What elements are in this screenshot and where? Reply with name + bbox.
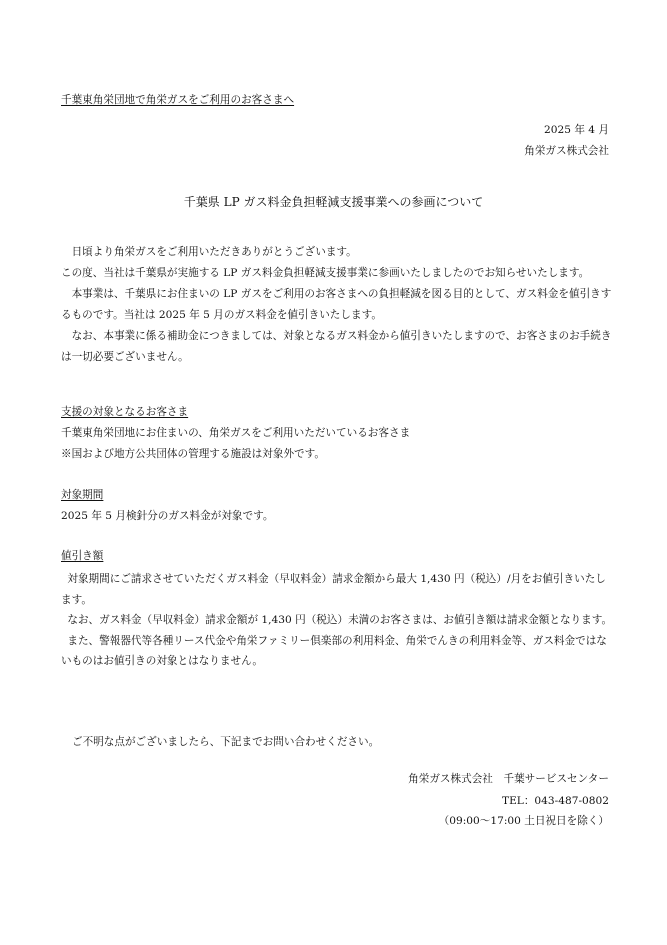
discount-paragraph: なお、ガス料金（早収料金）請求金額が 1,430 円（税込）未満のお客さまは、お値引き額は請求金額となります。	[67, 614, 613, 627]
discount-paragraph: 対象期間にご請求させていただくガス料金（早収料金）請求金額から最大 1,430 円（税込）/月をお値引きいたします。	[61, 573, 606, 606]
target-note: ※国および地方公共団体の管理する施設は対象外です。	[61, 448, 325, 460]
intro-paragraph: なお、本事業に係る補助金につきましては、対象となるガス料金から値引きいたしますので、お客さまのお手続きは一切必要ございません。	[61, 330, 612, 363]
issuer-company: 角栄ガス株式会社	[524, 145, 609, 157]
target-line: 千葉東角栄団地にお住まいの、角栄ガスをご利用いただいているお客さま	[61, 427, 411, 439]
intro-paragraph: この度、当社は千葉県が実施する LP ガス料金負担軽減支援事業に参画いたしましたのでお知らせいたします。	[61, 267, 590, 279]
period-line: 2025 年 5 月検針分のガス料金が対象です。	[61, 510, 274, 522]
recipient-line: 千葉東角栄団地で角栄ガスをご利用のお客さまへ	[61, 94, 295, 106]
contact-tel: TEL：043-487-0802	[502, 795, 609, 807]
intro-text	[61, 242, 613, 368]
issue-date: 2025 年 4 月	[544, 124, 609, 136]
discount-text	[61, 569, 613, 672]
section-heading-target: 支援の対象となるお客さま	[61, 406, 189, 418]
intro-paragraph: 日頃より角栄ガスをご利用いただきありがとうございます。	[71, 246, 357, 258]
closing-text: ご不明な点がございましたら、下記までお問い合わせください。	[72, 736, 380, 748]
document-title: 千葉県 LP ガス料金負担軽減支援事業への参画について	[183, 195, 484, 209]
section-heading-discount: 値引き額	[61, 550, 104, 562]
discount-paragraph: また、警報器代等各種リース代金や角栄ファミリー倶楽部の利用料金、角栄でんきの利用料金等、ガス料金ではないものはお値引きの対象とはなりません。	[61, 634, 607, 668]
intro-paragraph: 本事業は、千葉県にお住まいの LP ガスをご利用のお客さまへの負担軽減を図る目的として、ガス料金を値引きするものです。当社は 2025 年 5 月のガス料金を値引きいたします。	[61, 288, 612, 321]
contact-org: 角栄ガス株式会社 千葉サービスセンター	[408, 773, 609, 785]
contact-hours: （09:00～17:00 土日祝日を除く）	[438, 815, 609, 827]
section-heading-period: 対象期間	[61, 489, 104, 501]
